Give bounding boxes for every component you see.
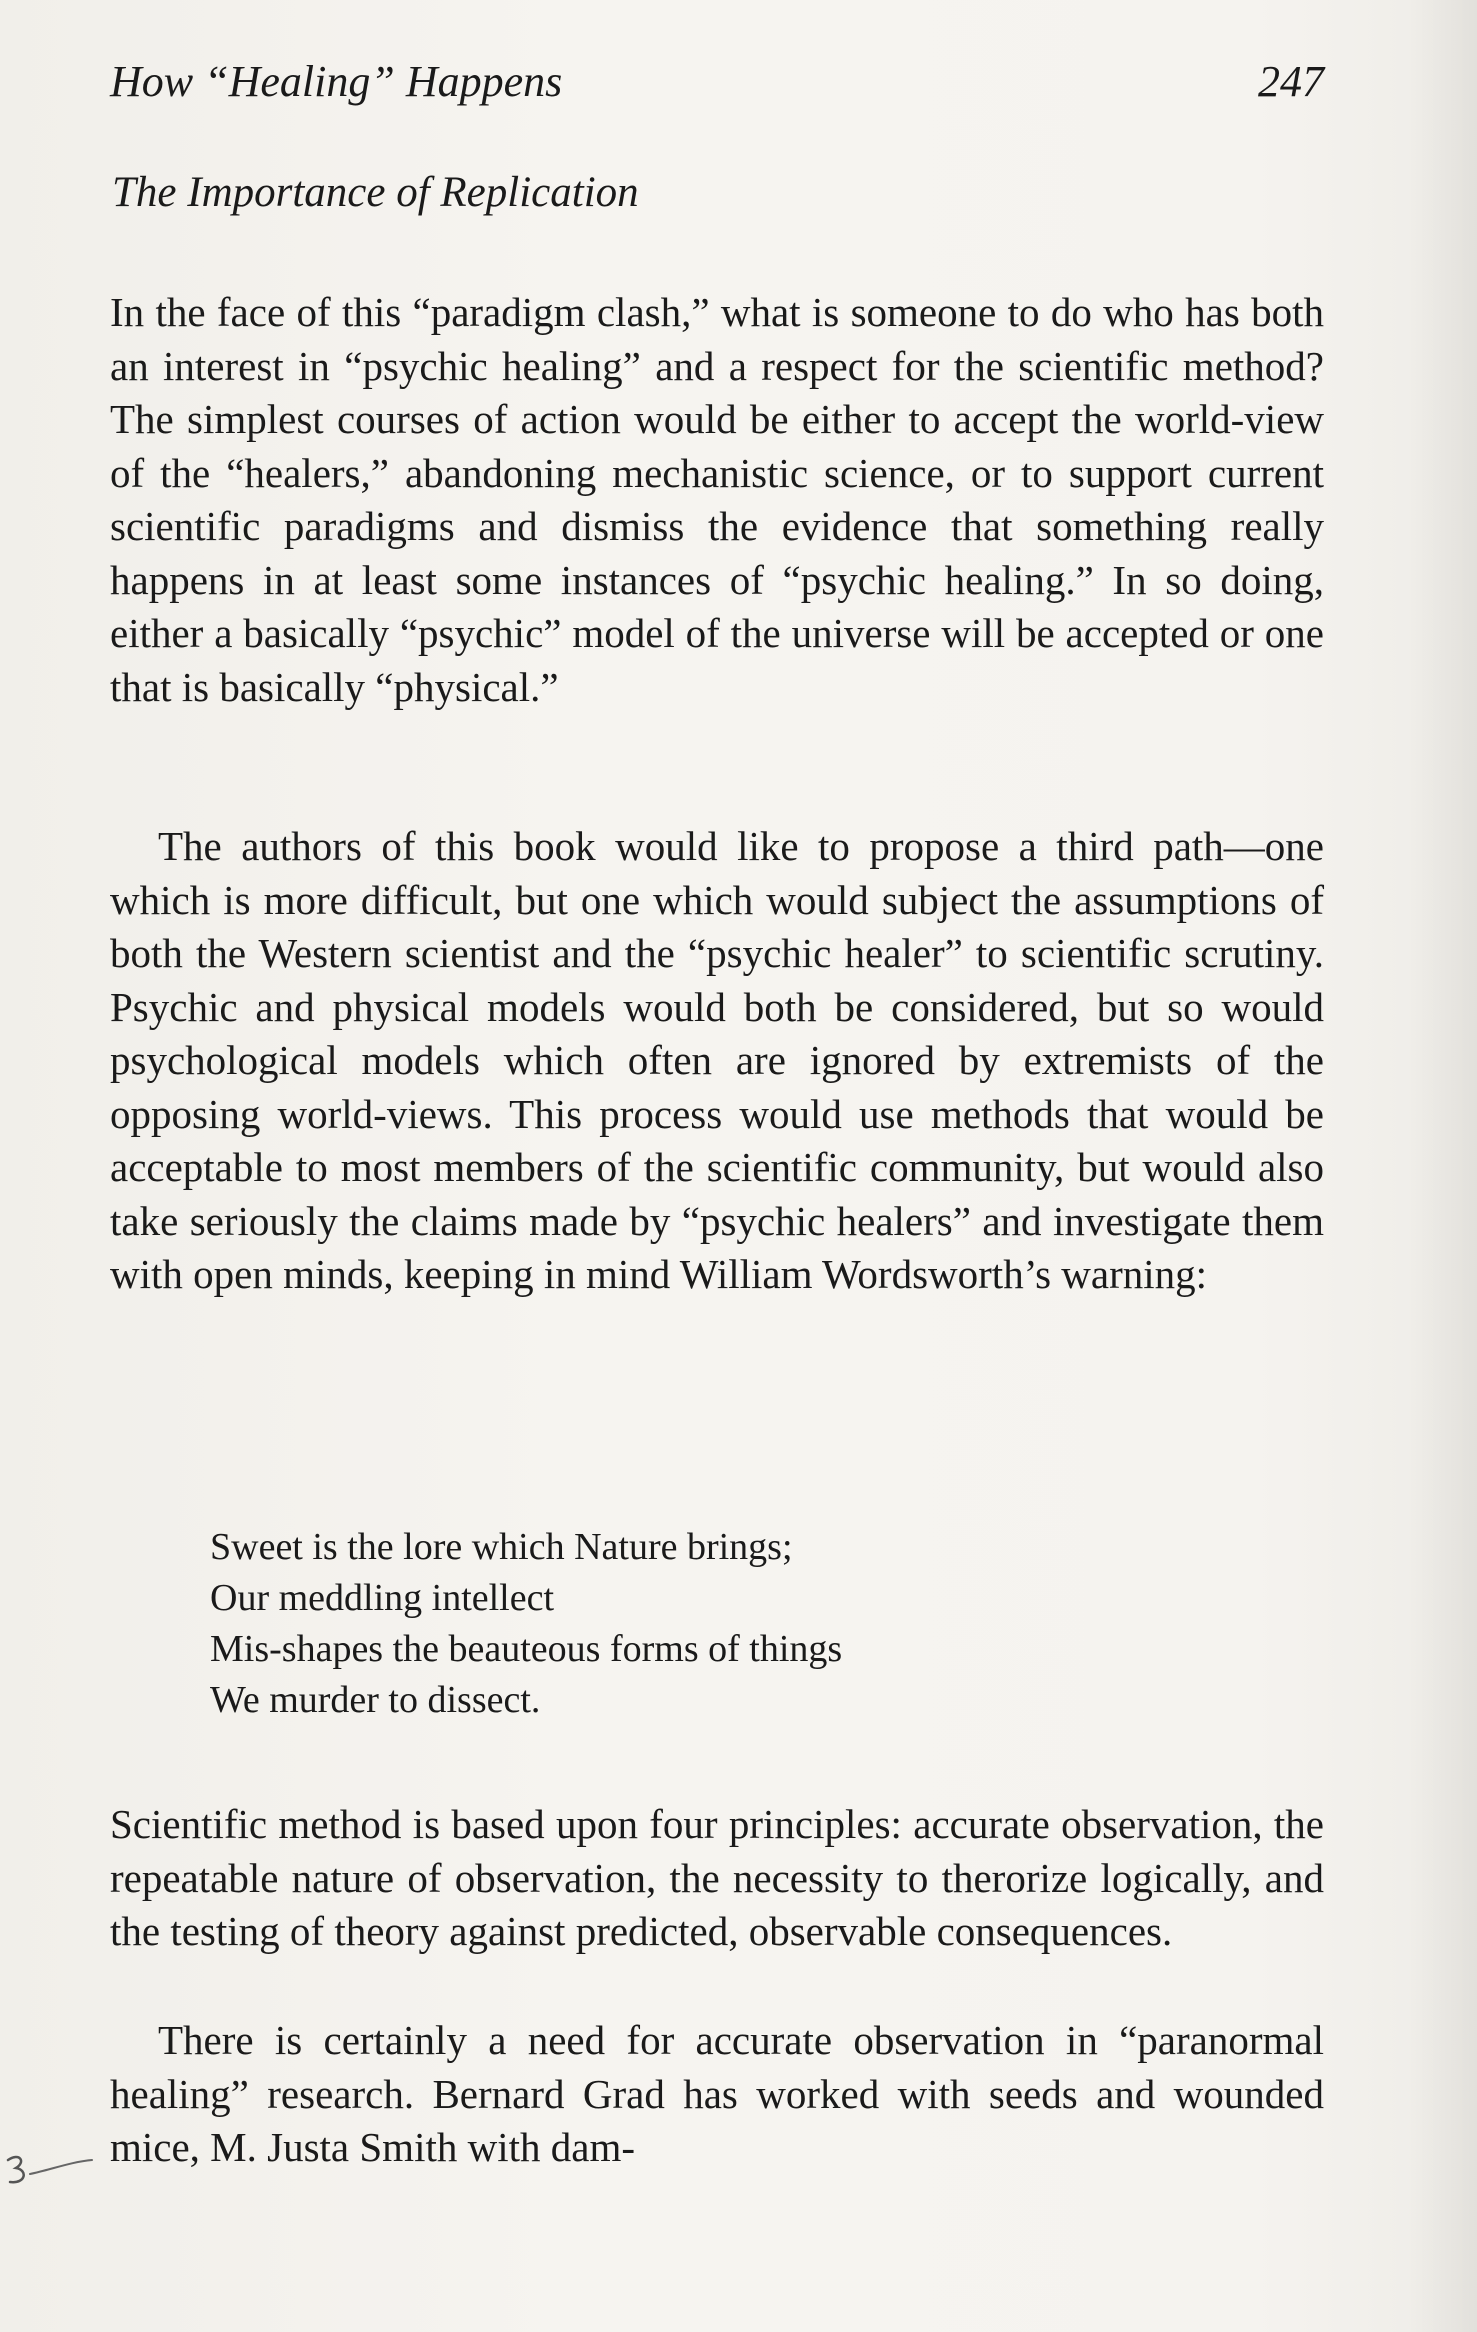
verse-line: Our meddling intellect	[210, 1577, 555, 1619]
paragraph-4	[110, 2014, 1324, 2175]
paragraph-2	[110, 820, 1324, 1302]
verse-line: Mis-shapes the beauteous forms of things	[210, 1628, 843, 1670]
verse-line: We murder to dissect.	[210, 1679, 541, 1721]
paragraph-text: There is certainly a need for accurate observation in “paranormal healing” research. Bernard Grad has worked with seeds and wounded mice, M. Justa Smith with dam-	[110, 2017, 1324, 2170]
paragraph-text: In the face of this “paradigm clash,” what is someone to do who has both an interest in “psychic healing” and a respect for the scientific method? The simplest courses of action would be either to accept the world-view of the “healers,” abandoning mechanistic science, or to support current scientific paradigms and dismiss the evidence that something really happens in at least some instances of “psychic healing.” In so doing, either a basically “psychic” model of the universe will be accepted or one that is basically “physical.”	[110, 289, 1324, 710]
running-head	[110, 56, 1324, 116]
verse-line: Sweet is the lore which Nature brings;	[210, 1526, 793, 1568]
page-edge-shadow	[1407, 0, 1477, 2332]
verse-quotation	[210, 1522, 1210, 1726]
paragraph-text: The authors of this book would like to propose a third path—one which is more difficult, but one which would subject the assumptions of both the Western scientist and the “psychic healer” to scientific scrutiny. Psychic and physical models would both be considered, but so would psychological models which often are ignored by extremists of the opposing world-views. This process would use methods that would be acceptable to most members of the scientific community, but would also take seriously the claims made by “psychic healers” and investigate them with open minds, keeping in mind William Wordsworth’s warning:	[110, 823, 1324, 1297]
section-heading: The Importance of Replication	[112, 169, 639, 216]
running-head-title: How “Healing” Happens	[110, 57, 563, 106]
paragraph-3	[110, 1798, 1324, 1959]
paragraph-1	[110, 286, 1324, 714]
handwritten-margin-mark	[0, 2140, 100, 2200]
paragraph-text: Scientific method is based upon four principles: accurate observation, the repeatable nature of observation, the necessity to therorize logically, and the testing of theory against predicted, observable consequences.	[110, 1801, 1324, 1954]
page-number: 247	[1258, 57, 1324, 106]
